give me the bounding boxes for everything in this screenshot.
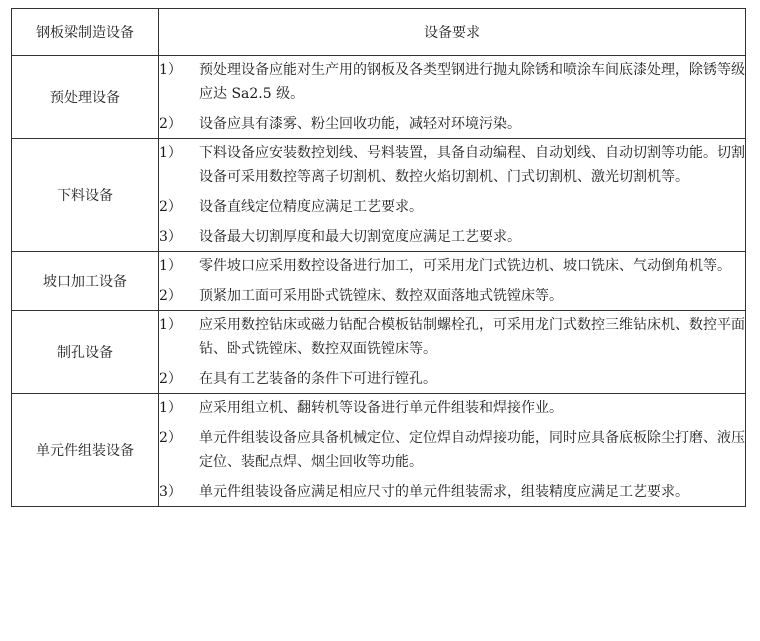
requirement-item (159, 254, 745, 278)
row-category: 坡口加工设备 (12, 252, 159, 311)
item-text: 单元件组装设备应具备机械定位、定位焊自动焊接功能，同时应具备底板除尘打磨、液压定位、装配点焊、烟尘回收等功能。 (199, 430, 745, 470)
item-number: 2） (159, 288, 182, 304)
item-text: 设备直线定位精度应满足工艺要求。 (199, 199, 423, 215)
item-text: 应采用数控钻床或磁力钻配合模板钻制螺栓孔，可采用龙门式数控三维钻床机、数控平面钻、卧式铣镗床、数控双面铣镗床等。 (199, 317, 745, 357)
item-text: 单元件组装设备应满足相应尺寸的单元件组装需求，组装精度应满足工艺要求。 (199, 484, 689, 500)
row-requirements (159, 252, 746, 311)
table-header-row (12, 9, 746, 56)
item-number: 2） (159, 116, 182, 132)
row-requirements (159, 56, 746, 139)
table-row (12, 56, 746, 139)
item-number: 2） (159, 430, 182, 446)
equipment-requirements-table (11, 8, 746, 507)
item-number: 1） (159, 62, 182, 78)
item-number: 1） (159, 400, 182, 416)
requirement-item (159, 141, 745, 189)
table-row (12, 139, 746, 252)
requirement-item (159, 195, 745, 219)
row-requirements (159, 311, 746, 394)
item-number: 1） (159, 258, 182, 274)
requirement-item (159, 396, 745, 420)
requirement-item (159, 225, 745, 249)
requirement-item (159, 58, 745, 106)
item-text: 设备最大切割厚度和最大切割宽度应满足工艺要求。 (199, 229, 521, 245)
item-number: 3） (159, 229, 182, 245)
item-text: 应采用组立机、翻转机等设备进行单元件组装和焊接作业。 (199, 400, 563, 416)
item-text: 下料设备应安装数控划线、号料装置，具备自动编程、自动划线、自动切割等功能。切割设备可采用数控等离子切割机、数控火焰切割机、门式切割机、激光切割机等。 (199, 145, 745, 185)
item-text: 设备应具有漆雾、粉尘回收功能，减轻对环境污染。 (199, 116, 521, 132)
item-text: 顶紧加工面可采用卧式铣镗床、数控双面落地式铣镗床等。 (199, 288, 563, 304)
row-category: 下料设备 (12, 139, 159, 252)
requirement-item (159, 426, 745, 474)
item-number: 1） (159, 145, 182, 161)
item-text: 零件坡口应采用数控设备进行加工，可采用龙门式铣边机、坡口铣床、气动倒角机等。 (199, 258, 731, 274)
item-number: 2） (159, 371, 182, 387)
row-category: 制孔设备 (12, 311, 159, 394)
row-category: 预处理设备 (12, 56, 159, 139)
requirement-item (159, 284, 745, 308)
table-row (12, 394, 746, 507)
table-row (12, 252, 746, 311)
row-category: 单元件组装设备 (12, 394, 159, 507)
requirement-item (159, 313, 745, 361)
item-text: 在具有工艺装备的条件下可进行镗孔。 (199, 371, 437, 387)
header-category: 钢板梁制造设备 (12, 9, 159, 56)
item-number: 2） (159, 199, 182, 215)
item-number: 3） (159, 484, 182, 500)
item-text: 预处理设备应能对生产用的钢板及各类型钢进行抛丸除锈和喷涂车间底漆处理，除锈等级应达 Sa2.5 级。 (199, 62, 745, 102)
row-requirements (159, 394, 746, 507)
requirement-item (159, 112, 745, 136)
row-requirements (159, 139, 746, 252)
requirement-item (159, 367, 745, 391)
requirement-item (159, 480, 745, 504)
header-requirement: 设备要求 (159, 9, 746, 56)
item-number: 1） (159, 317, 182, 333)
table-row (12, 311, 746, 394)
